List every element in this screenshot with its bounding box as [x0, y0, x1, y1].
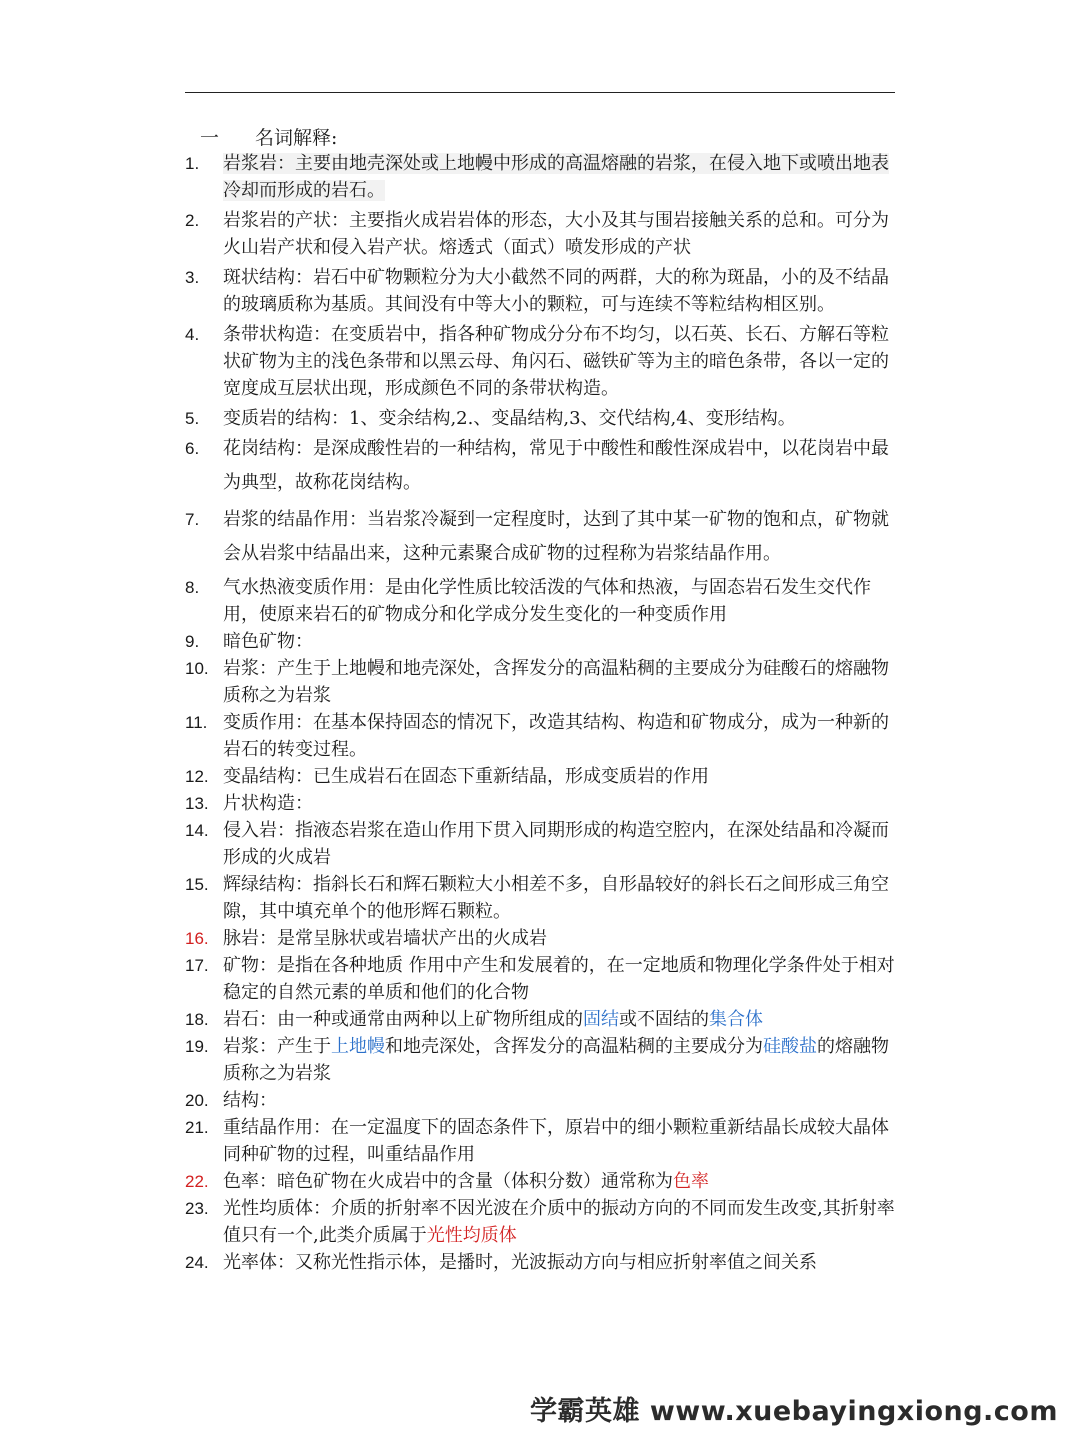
item-text: 花岗结构：是深成酸性岩的一种结构，常见于中酸性和酸性深成岩中，以花岗岩中最为典型，故称花岗结构。 [223, 438, 889, 493]
list-item [185, 952, 900, 1006]
list-item [185, 1087, 900, 1114]
list-item [185, 925, 900, 952]
list-item [185, 264, 900, 318]
item-number: 21. [185, 1118, 209, 1137]
link-term-aggregate[interactable]: 集合体 [709, 1009, 763, 1030]
item-number: 13. [185, 794, 209, 813]
item-number: 20. [185, 1091, 209, 1110]
list-item [185, 1168, 900, 1195]
item-number: 9. [185, 632, 200, 651]
item-text: 和地壳深处，含挥发分的高温粘稠的主要成分为 [385, 1036, 763, 1057]
item-text: 条带状构造：在变质岩中，指各种矿物成分分布不均匀，以石英、长石、方解石等粒状矿物为主的浅色条带和以黑云母、角闪石、磁铁矿等为主的暗色条带，各以一定的宽度成互层状出现，形成颜色不同的条带状构造。 [223, 324, 889, 399]
item-number: 5. [185, 409, 200, 428]
item-number: 6. [185, 439, 200, 458]
list-item [185, 1006, 900, 1033]
item-number: 17. [185, 956, 209, 975]
list-item [185, 655, 900, 709]
list-item [185, 207, 900, 261]
link-term-silicate[interactable]: 硅酸盐 [763, 1036, 817, 1057]
item-text: 变质岩的结构：1、变余结构,2.、变晶结构,3、交代结构,4、变形结构。 [223, 408, 796, 429]
item-text: 岩浆岩的产状：主要指火成岩岩体的形态，大小及其与围岩接触关系的总和。可分为火山岩产状和侵入岩产状。熔透式（面式）喷发形成的产状 [223, 210, 889, 258]
item-text: 的熔融物质称之为岩浆 [223, 1036, 889, 1084]
item-text: 或不固结的 [619, 1009, 709, 1030]
item-text: 变晶结构：已生成岩石在固态下重新结晶，形成变质岩的作用 [223, 766, 709, 787]
list-item [185, 1114, 900, 1168]
item-number: 24. [185, 1253, 209, 1272]
item-text: 片状构造： [223, 793, 313, 814]
item-number: 14. [185, 821, 209, 840]
item-number: 8. [185, 578, 200, 597]
item-number: 4. [185, 325, 200, 344]
item-text: 矿物：是指在各种地质 作用中产生和发展着的，在一定地质和物理化学条件处于相对稳定的自然元素的单质和他们的化合物 [223, 955, 895, 1003]
list-item [185, 321, 900, 402]
link-term-upper-mantle[interactable]: 上地幔 [331, 1036, 385, 1057]
item-text: 斑状结构：岩石中矿物颗粒分为大小截然不同的两群，大的称为斑晶，小的及不结晶的玻璃质称为基质。其间没有中等大小的颗粒，可与连续不等粒结构相区别。 [223, 267, 889, 315]
item-text: 光性均质体：介质的折射率不因光波在介质中的振动方向的不同而发生改变,其折射率值只有一个,此类介质属于 [223, 1198, 895, 1246]
item-number: 11. [185, 713, 208, 732]
highlight-term: 色率 [673, 1171, 709, 1192]
item-text: 辉绿结构：指斜长石和辉石颗粒大小相差不多，自形晶较好的斜长石之间形成三角空隙，其中填充单个的他形辉石颗粒。 [223, 874, 889, 922]
section-title: 名词解释: [255, 127, 338, 149]
list-item [185, 790, 900, 817]
item-text: 侵入岩：指液态岩浆在造山作用下贯入同期形成的构造空腔内，在深处结晶和冷凝而形成的火成岩 [223, 820, 889, 868]
watermark-text: 学霸英雄 www.xuebayingxiong.com [529, 1396, 1058, 1427]
item-text: 变质作用：在基本保持固态的情况下，改造其结构、构造和矿物成分，成为一种新的岩石的转变过程。 [223, 712, 889, 760]
item-text: 岩浆的结晶作用：当岩浆冷凝到一定程度时，达到了其中某一矿物的饱和点，矿物就会从岩浆中结晶出来，这种元素聚合成矿物的过程称为岩浆结晶作用。 [223, 509, 889, 564]
item-text: 岩浆：产生于上地幔和地壳深处，含挥发分的高温粘稠的主要成分为硅酸石的熔融物质称之为岩浆 [223, 658, 889, 706]
item-number: 3. [185, 268, 200, 287]
section-number: 一 [200, 127, 220, 149]
item-number: 12. [185, 767, 209, 786]
list-item [185, 574, 900, 628]
list-item [185, 817, 900, 871]
list-item [185, 628, 900, 655]
list-item [185, 1195, 900, 1249]
link-term-consolidated[interactable]: 固结 [583, 1009, 619, 1030]
list-item [185, 1249, 900, 1276]
item-text: 岩浆岩：主要由地壳深处或上地幔中形成的高温熔融的岩浆，在侵入地下或喷出地表冷却而形成的岩石。 [223, 153, 889, 201]
item-text: 色率：暗色矿物在火成岩中的含量（体积分数）通常称为 [223, 1171, 673, 1192]
header-rule [185, 92, 895, 93]
item-text: 岩浆：产生于 [223, 1036, 331, 1057]
item-number: 16. [185, 929, 209, 948]
item-text: 暗色矿物： [223, 631, 313, 652]
highlight-term: 光性均质体 [426, 1225, 517, 1246]
list-item [185, 871, 900, 925]
item-number: 10. [185, 659, 209, 678]
item-text: 气水热液变质作用：是由化学性质比较活泼的气体和热液，与固态岩石发生交代作用，使原来岩石的矿物成分和化学成分发生变化的一种变质作用 [223, 577, 871, 625]
list-item [185, 432, 900, 500]
item-text: 岩石：由一种或通常由两种以上矿物所组成的 [223, 1009, 583, 1030]
list-item [185, 150, 900, 204]
item-number: 18. [185, 1010, 209, 1029]
item-number: 19. [185, 1037, 209, 1056]
item-number: 22. [185, 1172, 209, 1191]
list-item [185, 709, 900, 763]
item-text: 重结晶作用：在一定温度下的固态条件下，原岩中的细小颗粒重新结晶长成较大晶体同种矿物的过程，叫重结晶作用 [223, 1117, 889, 1165]
item-number: 23. [185, 1199, 209, 1218]
list-item [185, 1033, 900, 1087]
list-item [185, 503, 900, 571]
item-number: 7. [185, 510, 200, 529]
section-heading [200, 124, 337, 152]
item-text: 光率体：又称光性指示体，是播时，光波振动方向与相应折射率值之间关系 [223, 1252, 817, 1273]
list-item [185, 763, 900, 790]
item-number: 2. [185, 211, 200, 230]
item-number: 1. [185, 154, 200, 173]
item-number: 15. [185, 875, 209, 894]
term-list [185, 150, 900, 1276]
item-text: 结构： [223, 1090, 277, 1111]
list-item [185, 405, 900, 432]
item-text: 脉岩：是常呈脉状或岩墙状产出的火成岩 [223, 928, 547, 949]
